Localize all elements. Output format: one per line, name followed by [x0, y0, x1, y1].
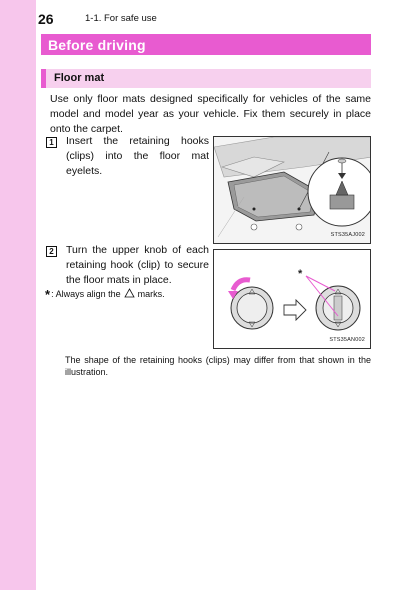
page-margin-strip: [0, 0, 36, 590]
page-number: 26: [38, 11, 54, 27]
illustration-caption: The shape of the retaining hooks (clips) may differ from that shown in the illustration.: [65, 355, 371, 377]
chapter-title: 1-1. For safe use: [85, 13, 157, 24]
step-number-2: 2: [46, 246, 57, 257]
intro-paragraph: Use only floor mats designed specifically for vehicles of the same model and model year as your vehicle. Fix them securely in place onto the carpet.: [50, 93, 371, 135]
step-1-text: Insert the retaining hooks (clips) into the floor mat eyelets.: [66, 135, 209, 177]
subsection-marker: [41, 69, 46, 88]
triangle-icon: [124, 288, 135, 300]
knob-turn-illustration: [213, 249, 371, 349]
step-number-1: 1: [46, 137, 57, 148]
floor-mat-drawing: [214, 137, 371, 244]
knob-drawing: [214, 250, 371, 349]
illustration-code: STS35AJ002: [330, 232, 365, 238]
subsection-title: Floor mat: [54, 72, 105, 84]
note-suffix: marks.: [137, 289, 165, 299]
illustration-code: STS35AN002: [329, 337, 365, 343]
floor-mat-hook-illustration: [213, 136, 371, 244]
step-2-text: Turn the upper knob of each retaining hook (clip) to secure the floor mats in place.: [66, 244, 209, 286]
section-title: Before driving: [48, 37, 146, 53]
note-star: *: [45, 286, 51, 302]
eyelet-dot: [253, 208, 256, 211]
callout-star: *: [298, 268, 303, 280]
right-arrow-icon: [284, 300, 306, 320]
note-prefix: : Always align the: [51, 289, 121, 299]
alignment-note: [45, 288, 165, 300]
